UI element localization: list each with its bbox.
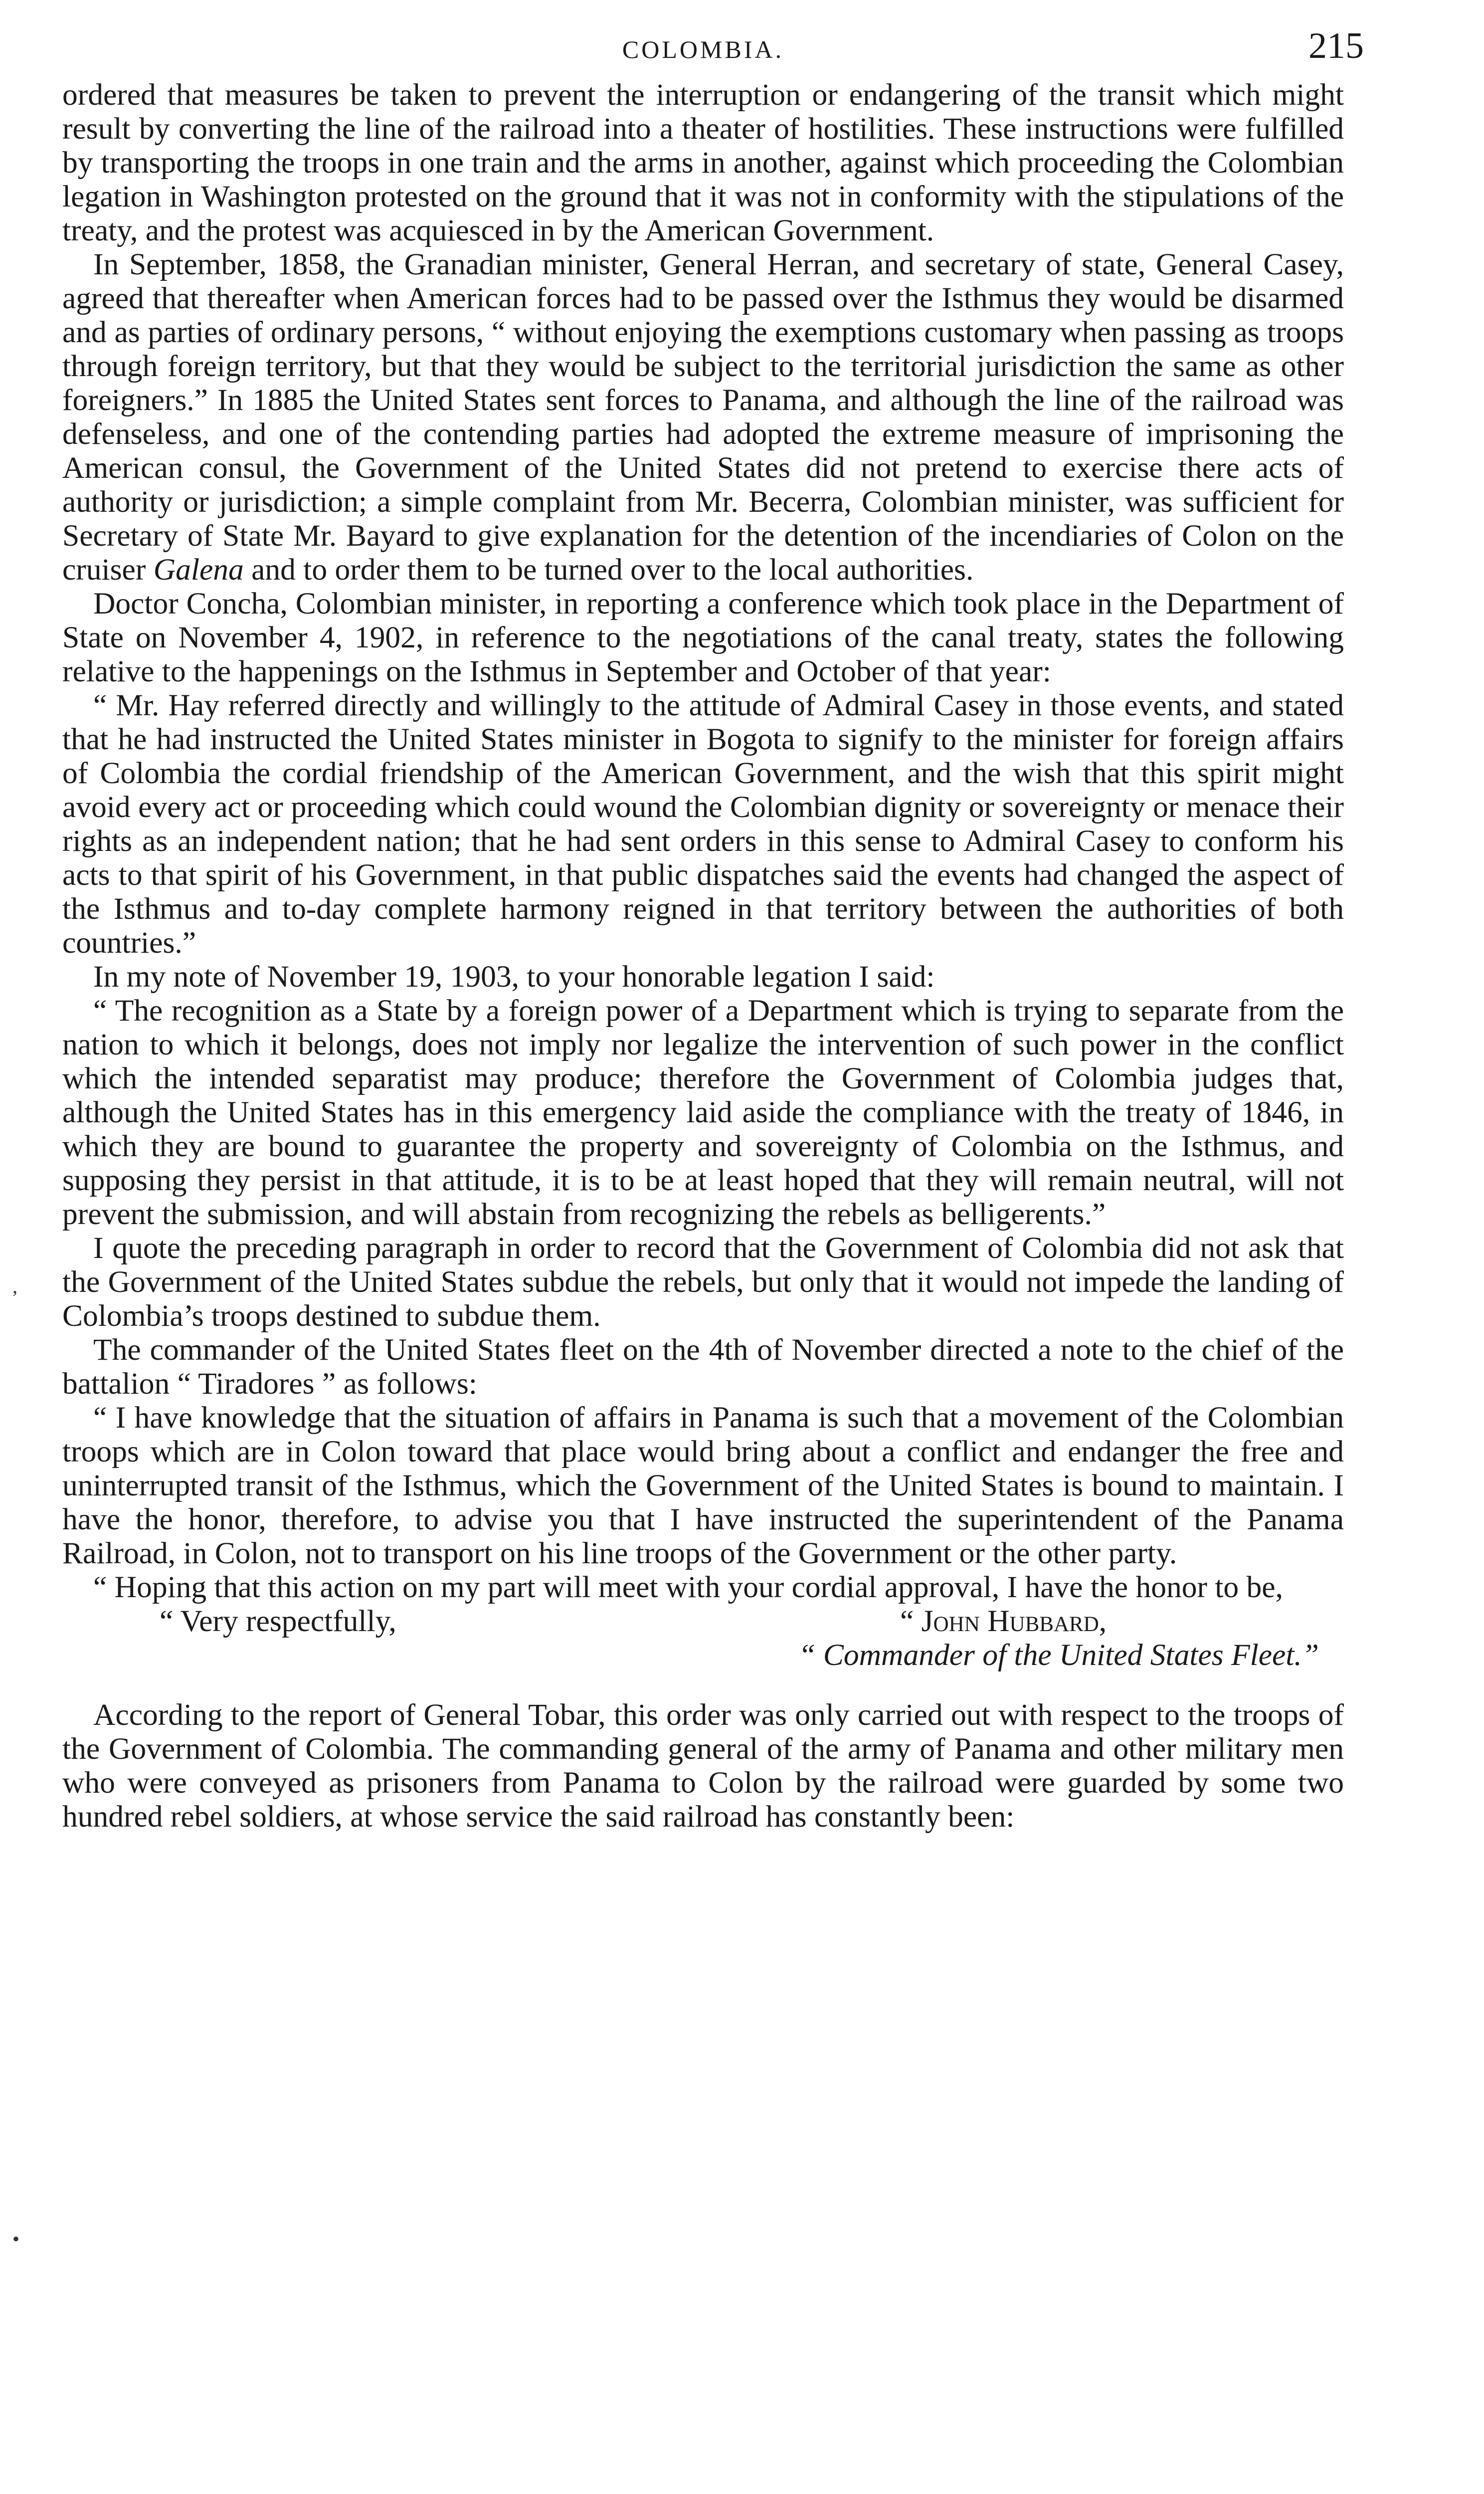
running-header	[62, 20, 1364, 75]
paragraph-2-text-b: and to order them to be turned over to the local authorities.	[243, 553, 974, 587]
paragraph-9-quote: “ I have knowledge that the situation of affairs in Panama is such that a movement of the Colombian troops which are in Colon toward that place would bring about a conflict and endanger the free and uninterrupted transit of the Isthmus, which the Government of the United States is bound to maintain. I have the honor, therefore, to advise you that I have instructed the superintendent of the Panama Railroad, in Colon, not to transport on his line troops of the Government or the other party.	[62, 1401, 1344, 1570]
paragraph-gap	[62, 1672, 1344, 1698]
margin-speck: ,	[12, 1275, 17, 1297]
running-title: COLOMBIA.	[622, 35, 784, 63]
paragraph-5: In my note of November 19, 1903, to your honorable legation I said:	[93, 960, 935, 994]
paragraph-8: The commander of the United States fleet on the 4th of November directed a note to the chief of the battalion “ Tiradores ” as follows:	[62, 1333, 1344, 1401]
paragraph-2	[62, 247, 1344, 587]
paragraph-2-text-a: In September, 1858, the Granadian minister, General Herran, and secretary of state, General Casey, agreed that thereafter when American forces had to be passed over the Isthmus they would be disarmed and as parties of ordinary persons, “ without enjoying the exemptions customary when passing as troops through foreign territory, but that they would be subject to the territorial jurisdiction the same as other foreigners.” In 1885 the United States sent forces to Panama, and although the line of the railroad was defenseless, and one of the contending parties had adopted the extreme measure of imprisoning the American consul, the Government of the United States did not pretend to exercise there acts of authority or jurisdiction; a simple complaint from Mr. Becerra, Colombian minister, was sufficient for Secretary of State Mr. Bayard to give explanation for the detention of the incendiaries of Colon on the cruiser	[62, 247, 1344, 587]
ship-name: Galena	[153, 553, 244, 587]
signature-name: “ John Hubbard,	[900, 1604, 1107, 1638]
paragraph-6-quote: “ The recognition as a State by a foreign power of a Department which is trying to separate from the nation to which it belongs, does not imply nor legalize the intervention of such power in the conflict which the intended separatist may produce; therefore the Government of Colombia judges that, although the United States has in this emergency laid aside the compliance with the treaty of 1846, in which they are bound to guarantee the property and sovereignty of Colombia on the Isthmus, and supposing they persist in that attitude, it is to be at least hoped that they will remain neutral, will not prevent the submission, and will abstain from recognizing the rebels as belligerents.”	[62, 994, 1344, 1231]
paragraph-10-quote: “ Hoping that this action on my part will meet with your cordial approval, I have the honor to be,	[93, 1570, 1283, 1604]
signature-closing: “ Very respectfully,	[160, 1604, 396, 1638]
margin-dot: •	[12, 2228, 20, 2250]
paragraph-1: ordered that measures be taken to prevent the interruption or endangering of the transit which might result by converting the line of the railroad into a theater of hostilities. These instructions were fulfilled by transporting the troops in one train and the arms in another, against which proceeding the Colombian legation in Washington protested on the ground that it was not in conformity with the stipulations of the treaty, and the protest was acquiesced in by the American Government.	[62, 78, 1344, 247]
page-number: 215	[1308, 25, 1364, 66]
signature-title-row	[62, 1638, 1344, 1672]
signature-title: “ Commander of the United States Fleet.”	[798, 1638, 1319, 1672]
document-page	[12, 20, 1364, 2474]
paragraph-7: I quote the preceding paragraph in order to record that the Government of Colombia did not ask that the Government of the United States subdue the rebels, but only that it would not impede the landing of Colombia’s troops destined to subdue them.	[62, 1231, 1344, 1333]
paragraph-11: According to the report of General Tobar, this order was only carried out with respect to the troops of the Government of Colombia. The commanding general of the army of Panama and other military men who were conveyed as prisoners from Panama to Colon by the railroad were guarded by some two hundred rebel soldiers, at whose service the said railroad has constantly been:	[62, 1698, 1344, 1834]
paragraph-3: Doctor Concha, Colombian minister, in reporting a conference which took place in the Department of State on November 4, 1902, in reference to the negotiations of the canal treaty, states the following relative to the happenings on the Isthmus in September and October of that year:	[62, 587, 1344, 688]
signature-block	[62, 1604, 1344, 1638]
paragraph-4-quote: “ Mr. Hay referred directly and willingly to the attitude of Admiral Casey in those events, and stated that he had instructed the United States minister in Bogota to signify to the minister for foreign affairs of Colombia the cordial friendship of the American Government, and the wish that this spirit might avoid every act or proceeding which could wound the Colombian dignity or sovereignty or menace their rights as an independent nation; that he had sent orders in this sense to Admiral Casey to conform his acts to that spirit of his Government, in that public dispatches said the events had changed the aspect of the Isthmus and to-day complete harmony reigned in that territory between the authorities of both countries.”	[62, 688, 1344, 960]
body-text	[62, 78, 1344, 1834]
